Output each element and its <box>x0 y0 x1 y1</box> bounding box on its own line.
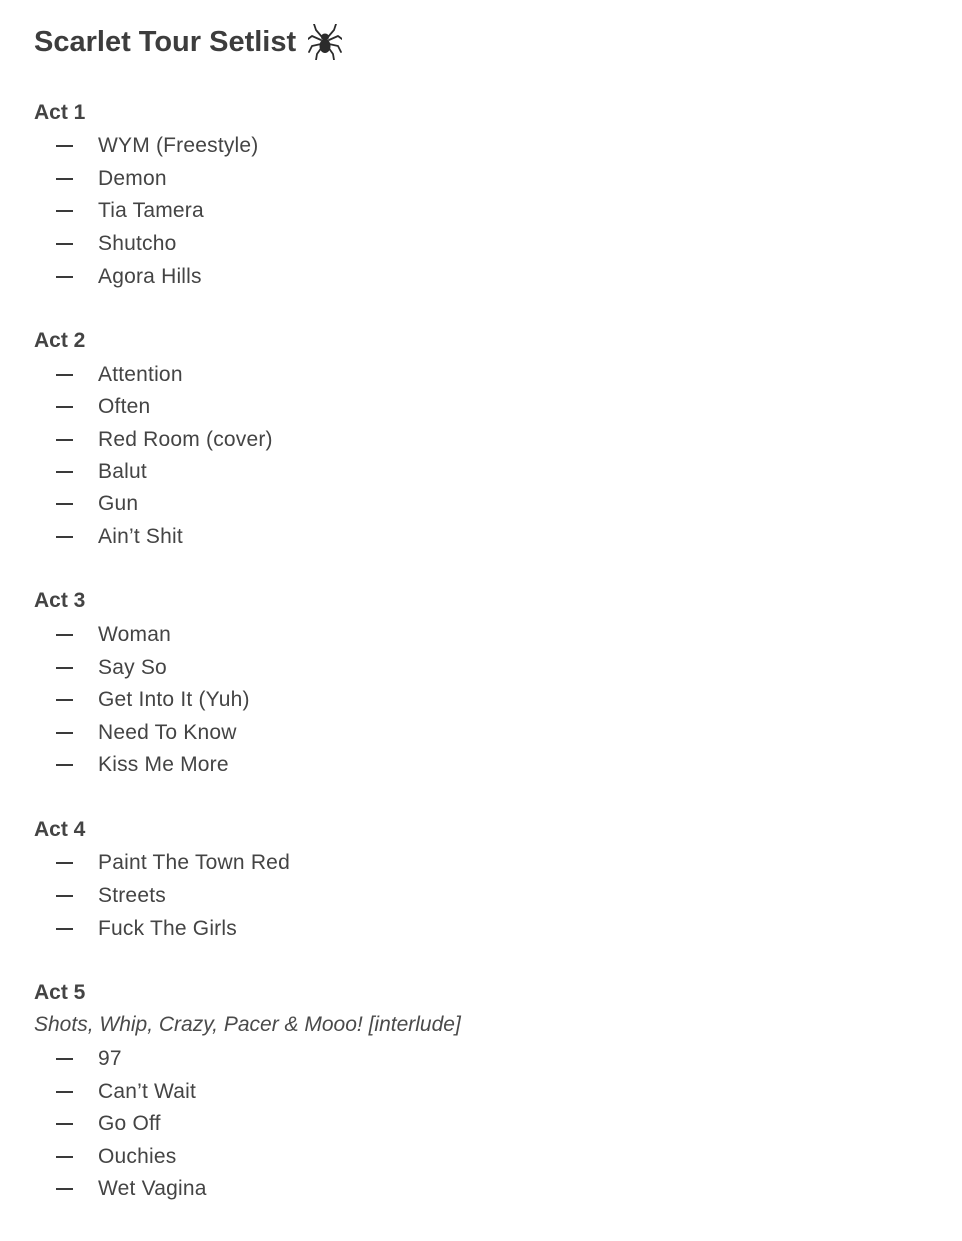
dash-bullet-icon <box>56 895 73 897</box>
dash-bullet-icon <box>56 1156 73 1158</box>
song-title: Get Into It (Yuh) <box>98 688 250 711</box>
setlist-item <box>34 684 250 716</box>
setlist-item <box>34 521 183 553</box>
dash-bullet-icon <box>56 503 73 505</box>
dash-bullet-icon <box>56 1091 73 1093</box>
dash-bullet-icon <box>56 928 73 930</box>
spider-icon <box>308 24 342 60</box>
song-title: Gun <box>98 492 139 515</box>
setlist-item <box>34 1043 122 1075</box>
dash-bullet-icon <box>56 1058 73 1060</box>
song-title: WYM (Freestyle) <box>98 134 259 157</box>
dash-bullet-icon <box>56 634 73 636</box>
dash-bullet-icon <box>56 732 73 734</box>
dash-bullet-icon <box>56 374 73 376</box>
song-title: Go Off <box>98 1112 161 1135</box>
setlist-item <box>34 488 138 520</box>
setlist-item <box>34 456 147 488</box>
note-title <box>34 20 342 64</box>
dash-bullet-icon <box>56 210 73 212</box>
act-3-heading: Act 3 <box>34 589 86 612</box>
dash-bullet-icon <box>56 536 73 538</box>
dash-bullet-icon <box>56 243 73 245</box>
act-2-heading: Act 2 <box>34 329 86 352</box>
song-title: Ouchies <box>98 1145 177 1168</box>
setlist-item <box>34 391 150 423</box>
dash-bullet-icon <box>56 667 73 669</box>
dash-bullet-icon <box>56 1188 73 1190</box>
song-title: Often <box>98 395 151 418</box>
song-title: Wet Vagina <box>98 1177 207 1200</box>
song-title: Need To Know <box>98 721 237 744</box>
setlist-item <box>34 619 171 651</box>
setlist-item <box>34 130 259 162</box>
setlist-item <box>34 749 229 781</box>
song-title: Ain’t Shit <box>98 525 183 548</box>
song-title: Kiss Me More <box>98 753 229 776</box>
song-title: Woman <box>98 623 171 646</box>
song-title: Say So <box>98 656 167 679</box>
song-title: Paint The Town Red <box>98 851 290 874</box>
dash-bullet-icon <box>56 764 73 766</box>
setlist-item <box>34 261 202 293</box>
setlist-item <box>34 847 290 879</box>
song-title: Shutcho <box>98 232 177 255</box>
dash-bullet-icon <box>56 699 73 701</box>
song-title: Tia Tamera <box>98 199 204 222</box>
setlist-item <box>34 1076 196 1108</box>
song-title: Streets <box>98 884 166 907</box>
setlist-item <box>34 880 166 912</box>
act-5-heading: Act 5 <box>34 981 86 1004</box>
song-title: Can’t Wait <box>98 1080 197 1103</box>
setlist-item <box>34 652 167 684</box>
dash-bullet-icon <box>56 471 73 473</box>
note-title-text: Scarlet Tour Setlist <box>34 25 297 58</box>
setlist-item <box>34 228 176 260</box>
song-title: Agora Hills <box>98 265 202 288</box>
song-title: Fuck The Girls <box>98 917 237 940</box>
dash-bullet-icon <box>56 406 73 408</box>
setlist-item <box>34 359 183 391</box>
setlist-item <box>34 424 273 456</box>
setlist-item <box>34 1108 161 1140</box>
dash-bullet-icon <box>56 276 73 278</box>
setlist-item <box>34 1173 207 1205</box>
song-title: Attention <box>98 363 183 386</box>
interlude-line: Shots, Whip, Crazy, Pacer & Mooo! [interlude] <box>34 1013 461 1036</box>
song-title: Balut <box>98 460 147 483</box>
setlist-item <box>34 1141 176 1173</box>
setlist-item <box>34 163 167 195</box>
song-title: Red Room (cover) <box>98 428 273 451</box>
dash-bullet-icon <box>56 439 73 441</box>
act-4-heading: Act 4 <box>34 818 86 841</box>
setlist-item <box>34 195 204 227</box>
setlist-item <box>34 717 237 749</box>
song-title: 97 <box>98 1047 122 1070</box>
dash-bullet-icon <box>56 862 73 864</box>
dash-bullet-icon <box>56 145 73 147</box>
dash-bullet-icon <box>56 1123 73 1125</box>
song-title: Demon <box>98 167 167 190</box>
act-1-heading: Act 1 <box>34 101 86 124</box>
dash-bullet-icon <box>56 178 73 180</box>
setlist-item <box>34 913 237 945</box>
